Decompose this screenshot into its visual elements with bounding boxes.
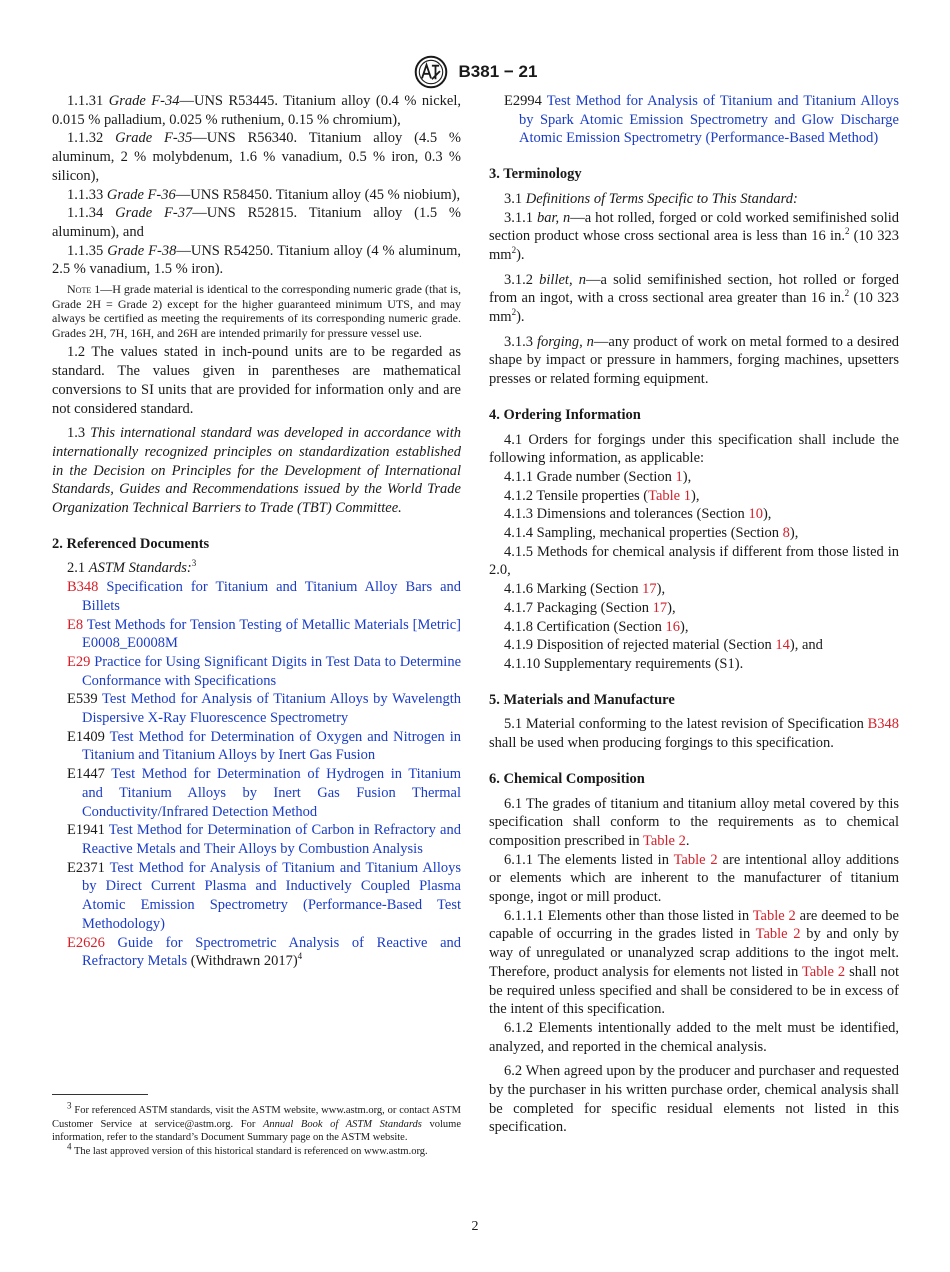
reference-title[interactable]: Test Methods for Tension Testing of Metallic Materials [Metric] E0008_E0008M bbox=[82, 616, 461, 652]
xref-table-2[interactable]: Table 2 bbox=[755, 926, 801, 943]
item-tail: ), bbox=[762, 506, 772, 523]
item-tail: ), bbox=[667, 599, 676, 616]
item-number: 4.1.6 bbox=[504, 581, 533, 598]
item-text: Methods for chemical analysis if different from those listed in 2.0, bbox=[489, 543, 900, 579]
astm-logo-icon bbox=[413, 54, 449, 90]
heading-referenced-documents: 2. Referenced Documents bbox=[52, 535, 210, 552]
reference-e1447[interactable] bbox=[52, 765, 461, 821]
item-xref[interactable]: 14 bbox=[775, 637, 790, 654]
reference-e1941[interactable] bbox=[52, 821, 461, 858]
item-number: 4.1.1 bbox=[504, 468, 533, 485]
item-xref[interactable]: 8 bbox=[782, 525, 790, 542]
section-3-1-2: 3.1.2 billet, n—a solid semifinished section, hot rolled or forged from an ingot, with a cross sectional area greater than 16 in.$^2$ (10 323 $mm^2$). bbox=[489, 271, 899, 326]
right-column bbox=[489, 92, 899, 1137]
item-xref[interactable]: Table 1 bbox=[648, 487, 691, 504]
footnote-rule bbox=[52, 1094, 148, 1095]
section-2-1: 2.1 ASTM Standards:$^3$ bbox=[67, 558, 197, 577]
ordering-item bbox=[489, 618, 899, 637]
item-text: Sampling, mechanical properties (Section bbox=[536, 525, 783, 542]
heading-ordering-information: 4. Ordering Information bbox=[489, 406, 641, 423]
section-3-1-1: 3.1.1 bar, n—a hot rolled, forged or cold worked semifinished solid section product whose cross sectional area is less than 16 in.$^2$ (10 323 $mm^2$). bbox=[489, 209, 900, 263]
xref-table-2[interactable]: Table 2 bbox=[752, 907, 796, 924]
item-tail: ), bbox=[682, 468, 692, 485]
item-text: Dimensions and tolerances (Section bbox=[536, 506, 749, 523]
item-text: Supplementary requirements (S1). bbox=[543, 655, 744, 672]
reference-e2994[interactable]: E2994 Test Method for Analysis of Titanium and Titanium Alloys by Spark Atomic Emission Spectrometry and Glow Discharge Atomic Emission Spectrometry (Performance-Based Method) bbox=[504, 93, 899, 147]
footnote-mark: 4 bbox=[297, 951, 303, 962]
section-6-1-2: 6.1.2 Elements intentionally added to the melt must be identified, analyzed, and reported in the chemical analysis. bbox=[489, 1019, 900, 1055]
item-xref[interactable]: 17 bbox=[652, 599, 668, 616]
heading-materials-and-manufacture: 5. Materials and Manufacture bbox=[489, 691, 675, 708]
reference-b348[interactable] bbox=[52, 578, 461, 615]
section-1-1-34: 1.1.34 Grade F-37—UNS R52815. Titanium alloy (1.5 % aluminum), and bbox=[52, 205, 462, 240]
section-6-2: 6.2 When agreed upon by the producer and purchaser and requested by the purchaser in his written purchase order, chemical analysis shall be completed for specific residual elements not listed in this specification. bbox=[489, 1063, 899, 1136]
reference-suffix: (Withdrawn 2017) bbox=[187, 953, 298, 970]
footnote-4: $^4$ The last approved version of this historical standard is referenced on www.astm.org. bbox=[67, 1141, 428, 1157]
item-tail: ), bbox=[679, 618, 689, 635]
item-text: Grade number (Section bbox=[536, 468, 676, 485]
reference-e8[interactable] bbox=[52, 616, 461, 653]
page-header bbox=[0, 54, 950, 84]
ordering-item bbox=[489, 524, 899, 543]
document-designation: B381 − 21 bbox=[458, 62, 538, 81]
ordering-item bbox=[489, 580, 899, 599]
ordering-item bbox=[489, 655, 899, 674]
section-6-1: 6.1 The grades of titanium and titanium alloy metal covered by this specification shall conform to the requirements as to chemical composition prescribed in Table 2. bbox=[489, 795, 899, 849]
section-4-1: 4.1 Orders for forgings under this specification shall include the following information, as applicable: bbox=[489, 431, 899, 467]
ordering-information-list bbox=[489, 468, 899, 674]
item-text: Disposition of rejected material (Section bbox=[536, 637, 776, 654]
section-1-1-31: 1.1.31 Grade F-34—UNS R53445. Titanium alloy (0.4 % nickel, 0.015 % palladium, 0.025 % ruthenium, 0.15 % chromium), bbox=[52, 93, 461, 128]
ordering-item bbox=[489, 468, 899, 487]
reference-title[interactable]: Test Method for Analysis of Titanium Alloys by Wavelength Dispersive X-Ray Fluorescence Spectrometry bbox=[82, 691, 461, 727]
left-column bbox=[52, 92, 461, 971]
reference-code: E1447 bbox=[67, 766, 105, 783]
page-number: 2 bbox=[471, 1219, 479, 1234]
item-text: Tensile properties ( bbox=[536, 487, 649, 504]
heading-terminology: 3. Terminology bbox=[489, 166, 582, 183]
reference-e2626[interactable] bbox=[52, 934, 461, 971]
reference-code: E2626 bbox=[67, 934, 105, 951]
reference-code: E1409 bbox=[67, 728, 105, 745]
item-tail: ), bbox=[656, 581, 666, 598]
reference-title[interactable]: Test Method for Determination of Hydrogen in Titanium and Titanium Alloys by Inert Gas Fusion Thermal Conductivity/Infrared Detection Method bbox=[82, 766, 461, 820]
reference-title[interactable]: Practice for Using Significant Digits in Test Data to Determine Conformance with Specifications bbox=[82, 653, 462, 689]
reference-e1409[interactable] bbox=[52, 728, 461, 765]
reference-title[interactable]: Test Method for Determination of Oxygen and Nitrogen in Titanium and Titanium Alloys by Inert Gas Fusion bbox=[82, 728, 461, 764]
reference-title[interactable]: Test Method for Analysis of Titanium and Titanium Alloys by Direct Current Plasma and Inductively Coupled Plasma Atomic Emission Spectrometry (Performance-Based Test Methodology) bbox=[82, 859, 461, 932]
section-6-1-1-1: 6.1.1.1 Elements other than those listed in Table 2 are deemed to be capable of occurring in the grades listed in Table 2 by and only by way of unregulated or unanalyzed scrap additions to the ingot melt. Therefore, product analysis for elements not listed in Table 2 shall not be required unless specified and shall be considered to be in excess of the intent of this specification. bbox=[489, 907, 900, 1018]
ordering-item bbox=[489, 505, 899, 524]
item-tail: ), bbox=[789, 525, 799, 542]
item-xref[interactable]: 1 bbox=[675, 468, 683, 485]
item-number: 4.1.7 bbox=[504, 599, 533, 616]
note-1: Note 1—H grade material is identical to the corresponding numeric grade (that is, Grade 2H = Grade 2) except for the higher guaranteed minimum UTS, and may always be certified as meeting the requirements of its corresponding numeric grade. Grades 2H, 7H, 16H, and 26H are intended primarily for pressure vessel use. bbox=[52, 282, 461, 340]
item-number: 4.1.9 bbox=[504, 637, 533, 654]
item-tail: ), bbox=[690, 487, 700, 504]
item-number: 4.1.10 bbox=[504, 655, 541, 672]
section-6-1-1: 6.1.1 The elements listed in Table 2 are intentional alloy additions or elements which are inherent to the manufacturer of titanium sponge, ingot or mill product. bbox=[489, 851, 900, 906]
section-3-1-3: 3.1.3 forging, n—any product of work on metal formed to a desired shape by impact or pressure in hammers, forging machines, upsetters presses or related forming equipment. bbox=[489, 333, 900, 388]
reference-code: E8 bbox=[67, 616, 84, 633]
footnotes bbox=[52, 1100, 461, 1158]
ordering-item bbox=[489, 487, 899, 506]
reference-title[interactable]: Specification for Titanium and Titanium Alloy Bars and Billets bbox=[82, 579, 462, 614]
reference-e29[interactable] bbox=[52, 653, 461, 690]
reference-title[interactable]: Test Method for Determination of Carbon in Refractory and Reactive Metals and Their Alloys by Combustion Analysis bbox=[82, 822, 461, 857]
xref-table-2[interactable]: Table 2 bbox=[801, 963, 846, 980]
reference-e539[interactable] bbox=[52, 690, 461, 727]
section-1-2: 1.2 The values stated in inch-pound units are to be regarded as standard. The values given in parentheses are mathematical conversions to SI units that are provided for information only and are not considered standard. bbox=[52, 344, 461, 417]
ordering-item bbox=[489, 543, 899, 580]
item-text: Certification (Section bbox=[536, 618, 666, 635]
reference-code: B348 bbox=[67, 579, 99, 596]
ordering-item bbox=[489, 599, 899, 618]
reference-title[interactable]: Guide for Spectrometric Analysis of Reactive and Refractory Metals bbox=[82, 934, 462, 970]
item-number: 4.1.2 bbox=[504, 487, 533, 504]
item-number: 4.1.8 bbox=[504, 618, 533, 635]
xref-table-2[interactable]: Table 2 bbox=[673, 851, 718, 868]
reference-code: E1941 bbox=[67, 822, 105, 839]
reference-e2371[interactable] bbox=[52, 859, 461, 934]
item-text: Marking (Section bbox=[536, 581, 643, 598]
ordering-item bbox=[489, 636, 899, 655]
section-3-1: 3.1 Definitions of Terms Specific to This Standard: bbox=[504, 190, 798, 207]
footnote-3: $^3$ For referenced ASTM standards, visit the ASTM website, www.astm.org, or contact ASTM Customer Service at service@astm.org. For Annual Book of ASTM Standards volume information, refer to the standard’s Document Summary page on the ASTM website. bbox=[52, 1100, 461, 1144]
item-number: 4.1.4 bbox=[504, 525, 533, 542]
reference-code: E29 bbox=[67, 653, 91, 670]
item-xref[interactable]: 10 bbox=[748, 506, 763, 523]
item-xref[interactable]: 16 bbox=[665, 618, 680, 635]
reference-code: E2371 bbox=[67, 859, 105, 876]
section-1-3: 1.3 This international standard was developed in accordance with internationally recognized principles on standardization established in the Decision on Principles for the Development of International Standards, Guides and Recommendations issued by the World Trade Organization Technical Barriers to Trade (TBT) Committee. bbox=[52, 425, 461, 517]
referenced-documents-list bbox=[52, 578, 461, 971]
heading-chemical-composition: 6. Chemical Composition bbox=[489, 770, 645, 787]
item-number: 4.1.5 bbox=[504, 543, 533, 560]
section-1-1-33: 1.1.33 Grade F-36—UNS R58450. Titanium alloy (45 % niobium), bbox=[67, 186, 461, 203]
section-1-1-32: 1.1.32 Grade F-35—UNS R56340. Titanium alloy (4.5 % aluminum, 2 % molybdenum, 1.6 % vanadium, 0.5 % iron, 0.3 % silicon), bbox=[52, 130, 462, 184]
item-xref[interactable]: 17 bbox=[642, 581, 657, 598]
item-number: 4.1.3 bbox=[504, 506, 533, 523]
item-tail: ), and bbox=[789, 637, 823, 654]
section-5-1: 5.1 Material conforming to the latest revision of Specification B348 shall be used when producing forgings to this specification. bbox=[489, 716, 900, 752]
xref-table-2[interactable]: Table 2 bbox=[642, 832, 686, 849]
section-1-1-35: 1.1.35 Grade F-38—UNS R54250. Titanium alloy (4 % aluminum, 2.5 % vanadium, 1.5 % iron). bbox=[52, 242, 461, 278]
item-text: Packaging (Section bbox=[536, 599, 653, 616]
xref-b348[interactable]: B348 bbox=[867, 716, 900, 733]
reference-code: E539 bbox=[67, 691, 98, 708]
